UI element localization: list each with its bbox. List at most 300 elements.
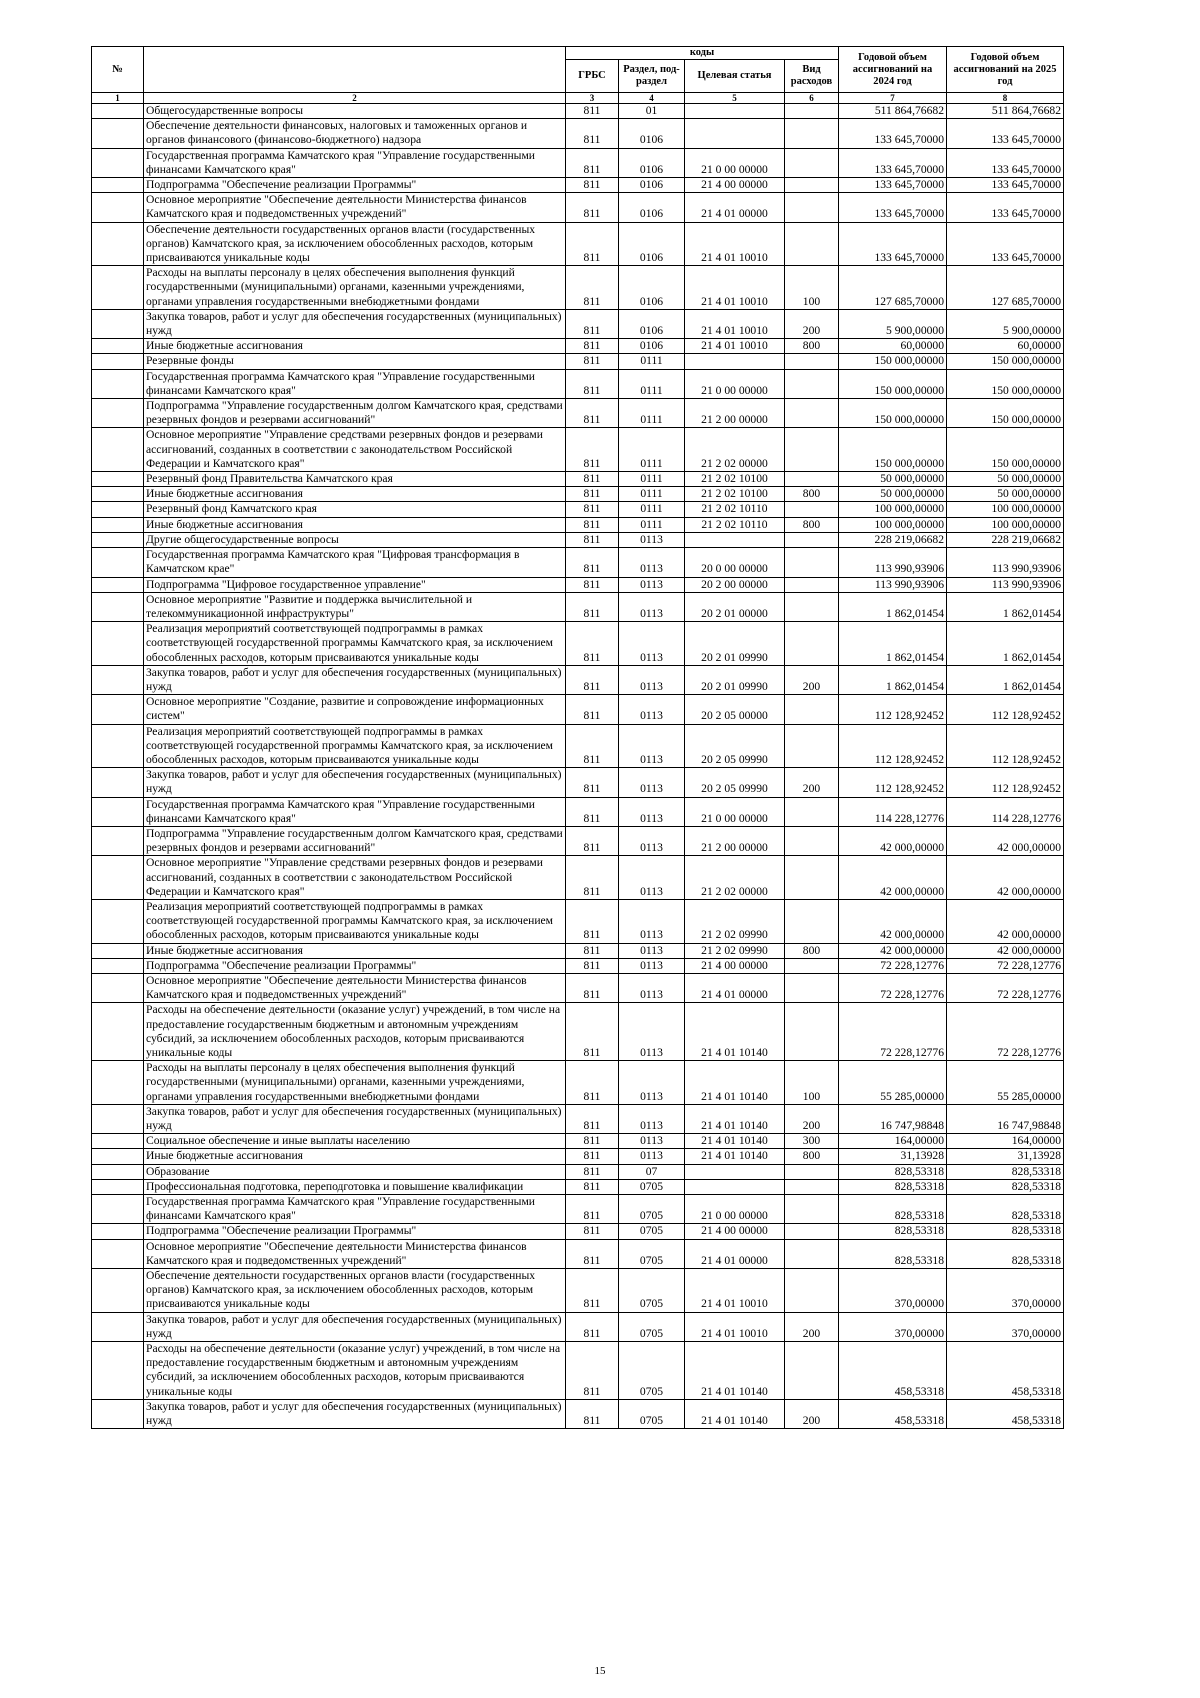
expense-type-cell [785,104,839,119]
volume-2024-cell: 133 645,70000 [839,193,947,222]
volume-2024-cell: 50 000,00000 [839,487,947,502]
expense-type-cell: 200 [785,1312,839,1341]
row-number-cell [92,1179,144,1194]
column-number: 5 [685,93,785,104]
item-name-cell: Иные бюджетные ассигнования [144,517,566,532]
item-name-cell: Общегосударственные вопросы [144,104,566,119]
table-row [92,399,1064,428]
expense-type-cell: 200 [785,1104,839,1133]
volume-2024-cell: 42 000,00000 [839,899,947,943]
expense-type-cell: 800 [785,1149,839,1164]
volume-2025-cell: 112 128,92452 [947,768,1064,797]
section-cell: 0106 [619,119,685,148]
expense-type-cell [785,592,839,621]
volume-2025-cell: 828,53318 [947,1179,1064,1194]
item-name-cell: Реализация мероприятий соответствующей подпрограммы в рамках соответствующей государственной программы Камчатского края, за исключением обособленных расходов, которым присваиваются уникальные коды [144,622,566,666]
expense-type-cell [785,1224,839,1239]
volume-2024-cell: 1 862,01454 [839,622,947,666]
row-number-cell [92,532,144,547]
row-number-cell [92,354,144,369]
expense-type-cell [785,826,839,855]
section-cell: 0705 [619,1224,685,1239]
item-name-cell: Резервные фонды [144,354,566,369]
table-row [92,428,1064,472]
section-cell: 0113 [619,797,685,826]
item-name-cell: Реализация мероприятий соответствующей подпрограммы в рамках соответствующей государственной программы Камчатского края, за исключением обособленных расходов, которым присваиваются уникальные коды [144,899,566,943]
item-name-cell: Государственная программа Камчатского края "Цифровая трансформация в Камчатском крае" [144,548,566,577]
volume-2024-cell: 42 000,00000 [839,856,947,900]
grbs-cell: 811 [566,1195,619,1224]
row-number-cell [92,1239,144,1268]
volume-2025-cell: 72 228,12776 [947,973,1064,1002]
table-row [92,1399,1064,1428]
grbs-cell: 811 [566,399,619,428]
item-name-cell: Иные бюджетные ассигнования [144,487,566,502]
row-number-cell [92,339,144,354]
grbs-cell: 811 [566,1269,619,1313]
row-number-cell [92,943,144,958]
header-expense-type: Вид расходов [785,60,839,93]
target-article-cell: 20 2 05 00000 [685,695,785,724]
table-row [92,768,1064,797]
section-cell: 0111 [619,399,685,428]
row-number-cell [92,1312,144,1341]
table-row [92,1164,1064,1179]
target-article-cell: 21 0 00 00000 [685,369,785,398]
header-volume-2024: Годовой объем ассигнований на 2024 год [839,47,947,93]
grbs-cell: 811 [566,1003,619,1061]
expense-type-cell [785,354,839,369]
row-number-cell [92,517,144,532]
volume-2025-cell: 828,53318 [947,1239,1064,1268]
target-article-cell: 21 2 02 10100 [685,472,785,487]
target-article-cell [685,1179,785,1194]
volume-2025-cell: 133 645,70000 [947,178,1064,193]
volume-2025-cell: 458,53318 [947,1342,1064,1400]
target-article-cell: 21 0 00 00000 [685,1195,785,1224]
target-article-cell: 21 2 02 09990 [685,943,785,958]
volume-2025-cell: 133 645,70000 [947,148,1064,177]
volume-2024-cell: 72 228,12776 [839,958,947,973]
table-row [92,548,1064,577]
target-article-cell: 21 2 02 00000 [685,428,785,472]
grbs-cell: 811 [566,1104,619,1133]
row-number-cell [92,797,144,826]
table-row [92,973,1064,1002]
section-cell: 0106 [619,339,685,354]
grbs-cell: 811 [566,1312,619,1341]
item-name-cell: Образование [144,1164,566,1179]
row-number-cell [92,665,144,694]
target-article-cell [685,1164,785,1179]
volume-2025-cell: 150 000,00000 [947,428,1064,472]
volume-2024-cell: 113 990,93906 [839,577,947,592]
target-article-cell: 21 4 01 00000 [685,193,785,222]
page-number: 15 [594,1665,606,1677]
expense-type-cell [785,797,839,826]
table-row [92,178,1064,193]
volume-2025-cell: 1 862,01454 [947,592,1064,621]
item-name-cell: Подпрограмма "Обеспечение реализации Программы" [144,178,566,193]
item-name-cell: Обеспечение деятельности государственных органов власти (государственных органов) Камчатского края, за исключением обособленных расходов, которым присваиваются уникальные коды [144,1269,566,1313]
grbs-cell: 811 [566,899,619,943]
volume-2025-cell: 1 862,01454 [947,622,1064,666]
volume-2025-cell: 228 219,06682 [947,532,1064,547]
table-row [92,193,1064,222]
grbs-cell: 811 [566,178,619,193]
appropriations-table [91,46,1064,1429]
target-article-cell: 21 4 01 10140 [685,1061,785,1105]
target-article-cell: 21 4 01 10140 [685,1342,785,1400]
table-row [92,1134,1064,1149]
volume-2025-cell: 60,00000 [947,339,1064,354]
item-name-cell: Иные бюджетные ассигнования [144,943,566,958]
volume-2025-cell: 150 000,00000 [947,369,1064,398]
volume-2024-cell: 42 000,00000 [839,943,947,958]
expense-type-cell: 200 [785,768,839,797]
expense-type-cell [785,622,839,666]
row-number-cell [92,1399,144,1428]
target-article-cell: 21 4 00 00000 [685,178,785,193]
item-name-cell: Закупка товаров, работ и услуг для обеспечения государственных (муниципальных) нужд [144,1104,566,1133]
volume-2025-cell: 150 000,00000 [947,399,1064,428]
table-row [92,797,1064,826]
target-article-cell: 21 0 00 00000 [685,797,785,826]
volume-2024-cell: 16 747,98848 [839,1104,947,1133]
volume-2025-cell: 50 000,00000 [947,487,1064,502]
expense-type-cell [785,695,839,724]
target-article-cell: 21 2 02 10110 [685,502,785,517]
expense-type-cell: 800 [785,517,839,532]
volume-2024-cell: 828,53318 [839,1224,947,1239]
table-row [92,1061,1064,1105]
grbs-cell: 811 [566,1239,619,1268]
volume-2025-cell: 828,53318 [947,1164,1064,1179]
expense-type-cell [785,532,839,547]
expense-type-cell: 300 [785,1134,839,1149]
column-number: 2 [144,93,566,104]
row-number-cell [92,104,144,119]
section-cell: 0113 [619,665,685,694]
expense-type-cell [785,1269,839,1313]
row-number-cell [92,724,144,768]
target-article-cell [685,532,785,547]
target-article-cell: 21 2 02 09990 [685,899,785,943]
item-name-cell: Расходы на выплаты персоналу в целях обеспечения выполнения функций государственными (муниципальными) органами, казенными учреждениями, органами управления государственными внебюджетными фондами [144,266,566,310]
volume-2025-cell: 5 900,00000 [947,309,1064,338]
item-name-cell: Подпрограмма "Обеспечение реализации Программы" [144,1224,566,1239]
header-section: Раздел, под-раздел [619,60,685,93]
volume-2024-cell: 72 228,12776 [839,1003,947,1061]
expense-type-cell [785,1164,839,1179]
table-row [92,1003,1064,1061]
expense-type-cell [785,1239,839,1268]
expense-type-cell: 200 [785,1399,839,1428]
table-row [92,1269,1064,1313]
target-article-cell: 21 2 00 00000 [685,826,785,855]
section-cell: 0113 [619,577,685,592]
grbs-cell: 811 [566,548,619,577]
item-name-cell: Иные бюджетные ассигнования [144,339,566,354]
row-number-cell [92,973,144,1002]
volume-2024-cell: 511 864,76682 [839,104,947,119]
grbs-cell: 811 [566,943,619,958]
section-cell: 01 [619,104,685,119]
volume-2025-cell: 458,53318 [947,1399,1064,1428]
grbs-cell: 811 [566,622,619,666]
grbs-cell: 811 [566,369,619,398]
row-number-cell [92,502,144,517]
grbs-cell: 811 [566,487,619,502]
section-cell: 0113 [619,1134,685,1149]
target-article-cell: 21 4 01 10010 [685,1312,785,1341]
grbs-cell: 811 [566,1061,619,1105]
table-row [92,309,1064,338]
section-cell: 07 [619,1164,685,1179]
section-cell: 0113 [619,724,685,768]
grbs-cell: 811 [566,826,619,855]
expense-type-cell: 100 [785,1061,839,1105]
table-row [92,1224,1064,1239]
target-article-cell: 20 0 00 00000 [685,548,785,577]
table-row [92,1104,1064,1133]
volume-2025-cell: 133 645,70000 [947,222,1064,266]
header-grbs: ГРБС [566,60,619,93]
section-cell: 0113 [619,768,685,797]
item-name-cell: Государственная программа Камчатского края "Управление государственными финансами Камчатского края" [144,1195,566,1224]
item-name-cell: Закупка товаров, работ и услуг для обеспечения государственных (муниципальных) нужд [144,1399,566,1428]
grbs-cell: 811 [566,1149,619,1164]
section-cell: 0113 [619,973,685,1002]
grbs-cell: 811 [566,592,619,621]
header-name [144,47,566,93]
item-name-cell: Государственная программа Камчатского края "Управление государственными финансами Камчатского края" [144,797,566,826]
target-article-cell: 21 2 02 10110 [685,517,785,532]
expense-type-cell [785,1195,839,1224]
volume-2024-cell: 133 645,70000 [839,222,947,266]
volume-2024-cell: 370,00000 [839,1312,947,1341]
volume-2025-cell: 72 228,12776 [947,958,1064,973]
target-article-cell: 21 4 01 10010 [685,222,785,266]
volume-2024-cell: 112 128,92452 [839,695,947,724]
item-name-cell: Государственная программа Камчатского края "Управление государственными финансами Камчатского края" [144,369,566,398]
grbs-cell: 811 [566,1179,619,1194]
table-row [92,339,1064,354]
volume-2024-cell: 55 285,00000 [839,1061,947,1105]
section-cell: 0113 [619,1061,685,1105]
grbs-cell: 811 [566,428,619,472]
section-cell: 0106 [619,178,685,193]
item-name-cell: Другие общегосударственные вопросы [144,532,566,547]
grbs-cell: 811 [566,472,619,487]
expense-type-cell: 100 [785,266,839,310]
section-cell: 0111 [619,472,685,487]
expense-type-cell [785,1342,839,1400]
expense-type-cell: 800 [785,487,839,502]
grbs-cell: 811 [566,1164,619,1179]
volume-2025-cell: 42 000,00000 [947,856,1064,900]
table-row [92,148,1064,177]
volume-2024-cell: 1 862,01454 [839,592,947,621]
target-article-cell: 20 2 00 00000 [685,577,785,592]
expense-type-cell: 800 [785,339,839,354]
volume-2024-cell: 133 645,70000 [839,119,947,148]
table-row [92,665,1064,694]
item-name-cell: Обеспечение деятельности финансовых, налоговых и таможенных органов и органов финансового (финансово-бюджетного) надзора [144,119,566,148]
volume-2024-cell: 828,53318 [839,1179,947,1194]
section-cell: 0106 [619,309,685,338]
row-number-cell [92,826,144,855]
volume-2024-cell: 133 645,70000 [839,178,947,193]
row-number-cell [92,472,144,487]
expense-type-cell: 800 [785,943,839,958]
volume-2025-cell: 113 990,93906 [947,548,1064,577]
expense-type-cell [785,856,839,900]
expense-type-cell: 200 [785,309,839,338]
section-cell: 0111 [619,369,685,398]
volume-2025-cell: 100 000,00000 [947,502,1064,517]
grbs-cell: 811 [566,354,619,369]
expense-type-cell [785,724,839,768]
item-name-cell: Резервный фонд Правительства Камчатского края [144,472,566,487]
row-number-cell [92,148,144,177]
section-cell: 0111 [619,487,685,502]
volume-2024-cell: 458,53318 [839,1342,947,1400]
target-article-cell: 21 4 01 10140 [685,1399,785,1428]
section-cell: 0113 [619,532,685,547]
expense-type-cell [785,502,839,517]
target-article-cell [685,354,785,369]
section-cell: 0111 [619,354,685,369]
column-number: 8 [947,93,1064,104]
volume-2025-cell: 100 000,00000 [947,517,1064,532]
grbs-cell: 811 [566,532,619,547]
volume-2024-cell: 828,53318 [839,1195,947,1224]
volume-2024-cell: 72 228,12776 [839,973,947,1002]
volume-2025-cell: 133 645,70000 [947,193,1064,222]
volume-2025-cell: 31,13928 [947,1149,1064,1164]
grbs-cell: 811 [566,1399,619,1428]
target-article-cell: 21 4 01 10010 [685,309,785,338]
section-cell: 0111 [619,428,685,472]
section-cell: 0705 [619,1179,685,1194]
section-cell: 0705 [619,1312,685,1341]
grbs-cell: 811 [566,695,619,724]
column-number: 6 [785,93,839,104]
target-article-cell: 21 4 00 00000 [685,958,785,973]
expense-type-cell [785,472,839,487]
volume-2024-cell: 164,00000 [839,1134,947,1149]
row-number-cell [92,1342,144,1400]
target-article-cell [685,104,785,119]
volume-2024-cell: 133 645,70000 [839,148,947,177]
target-article-cell: 21 4 01 10010 [685,339,785,354]
row-number-cell [92,1061,144,1105]
table-row [92,266,1064,310]
section-cell: 0113 [619,622,685,666]
column-number: 4 [619,93,685,104]
expense-type-cell [785,973,839,1002]
grbs-cell: 811 [566,1134,619,1149]
row-number-cell [92,178,144,193]
table-row [92,222,1064,266]
table-row [92,724,1064,768]
table-row [92,119,1064,148]
grbs-cell: 811 [566,339,619,354]
table-row [92,1179,1064,1194]
table-row [92,958,1064,973]
row-number-cell [92,1224,144,1239]
item-name-cell: Социальное обеспечение и иные выплаты населению [144,1134,566,1149]
header-volume-2025: Годовой объем ассигнований на 2025 год [947,47,1064,93]
expense-type-cell [785,548,839,577]
table-row [92,369,1064,398]
item-name-cell: Основное мероприятие "Обеспечение деятельности Министерства финансов Камчатского края и подведомственных учреждений" [144,973,566,1002]
target-article-cell: 21 4 01 00000 [685,1239,785,1268]
row-number-cell [92,309,144,338]
volume-2025-cell: 370,00000 [947,1269,1064,1313]
section-cell: 0113 [619,958,685,973]
volume-2025-cell: 112 128,92452 [947,695,1064,724]
volume-2024-cell: 31,13928 [839,1149,947,1164]
volume-2024-cell: 42 000,00000 [839,826,947,855]
row-number-cell [92,369,144,398]
column-number: 7 [839,93,947,104]
table-row [92,592,1064,621]
section-cell: 0705 [619,1342,685,1400]
expense-type-cell [785,1179,839,1194]
volume-2025-cell: 1 862,01454 [947,665,1064,694]
table-row [92,943,1064,958]
target-article-cell: 21 4 01 10140 [685,1104,785,1133]
volume-2024-cell: 127 685,70000 [839,266,947,310]
row-number-cell [92,222,144,266]
table-row [92,1312,1064,1341]
target-article-cell: 21 4 01 00000 [685,973,785,1002]
row-number-cell [92,958,144,973]
table-row [92,622,1064,666]
grbs-cell: 811 [566,1224,619,1239]
target-article-cell: 20 2 01 00000 [685,592,785,621]
volume-2024-cell: 113 990,93906 [839,548,947,577]
item-name-cell: Подпрограмма "Обеспечение реализации Программы" [144,958,566,973]
section-cell: 0113 [619,856,685,900]
grbs-cell: 811 [566,222,619,266]
item-name-cell: Расходы на обеспечение деятельности (оказание услуг) учреждений, в том числе на предоставление государственным бюджетным и автономным учреждениям субсидий, за исключением обособленных расходов, которым присваиваются уникальные коды [144,1003,566,1061]
section-cell: 0705 [619,1399,685,1428]
volume-2025-cell: 72 228,12776 [947,1003,1064,1061]
table-row [92,517,1064,532]
volume-2025-cell: 113 990,93906 [947,577,1064,592]
target-article-cell: 21 4 01 10010 [685,1269,785,1313]
target-article-cell: 20 2 01 09990 [685,622,785,666]
row-number-cell [92,428,144,472]
target-article-cell: 21 0 00 00000 [685,148,785,177]
expense-type-cell [785,178,839,193]
volume-2024-cell: 112 128,92452 [839,768,947,797]
grbs-cell: 811 [566,148,619,177]
grbs-cell: 811 [566,266,619,310]
table-row [92,502,1064,517]
grbs-cell: 811 [566,724,619,768]
row-number-cell [92,856,144,900]
volume-2024-cell: 100 000,00000 [839,502,947,517]
row-number-cell [92,548,144,577]
target-article-cell: 21 2 00 00000 [685,399,785,428]
table-row [92,899,1064,943]
table-row [92,1342,1064,1400]
column-number: 1 [92,93,144,104]
